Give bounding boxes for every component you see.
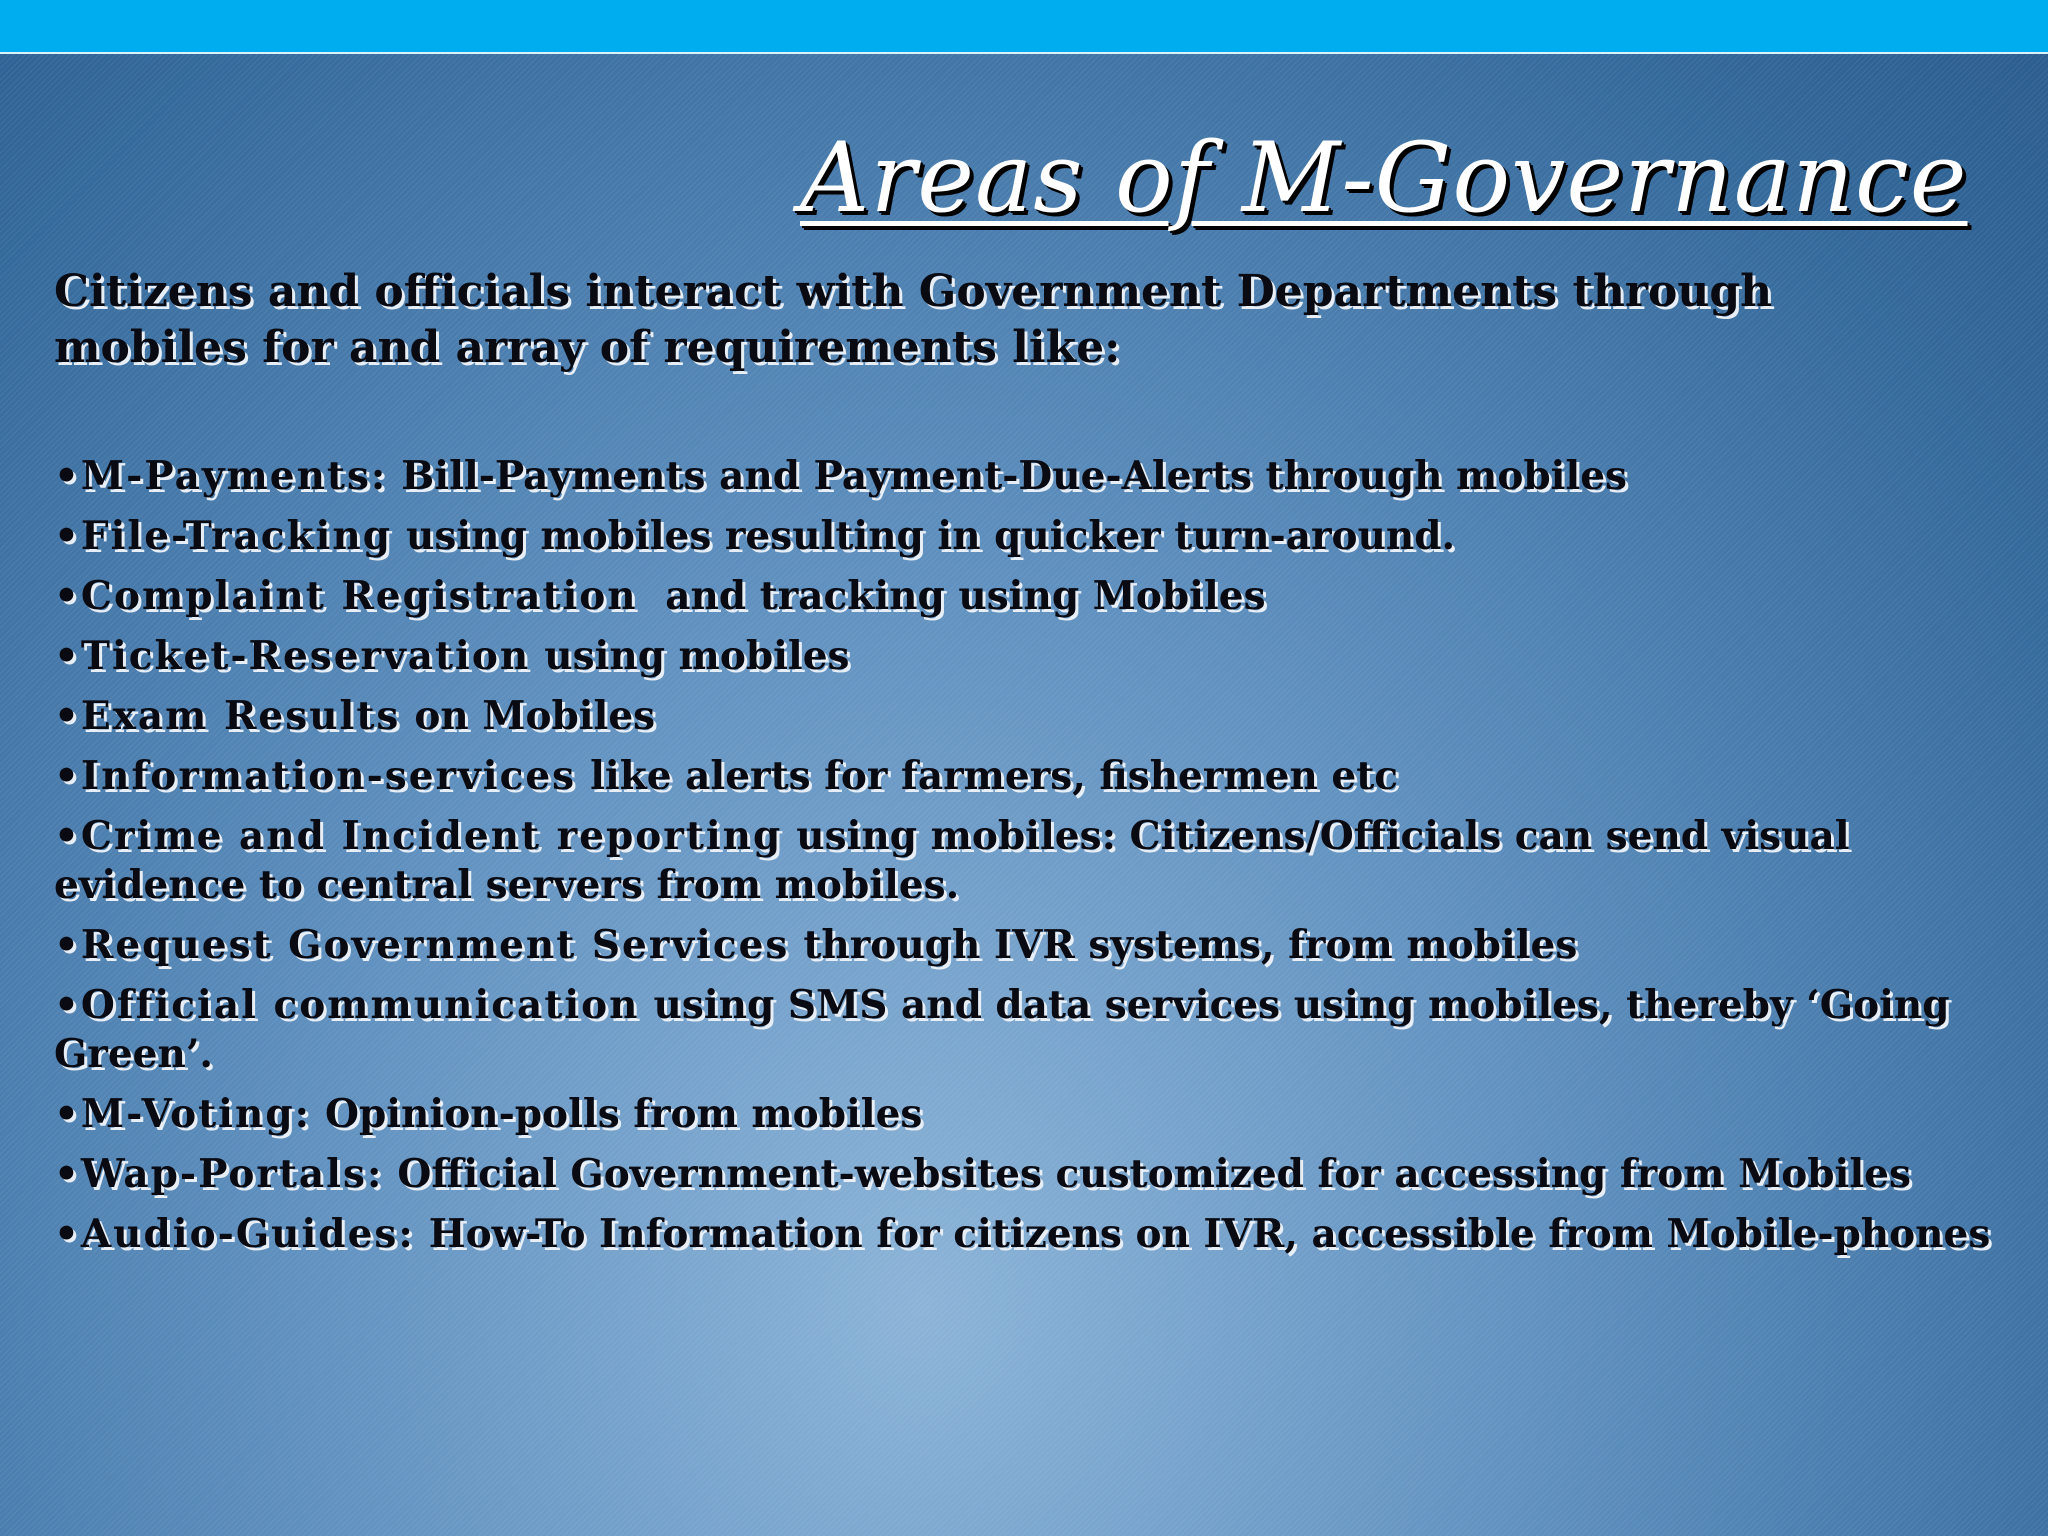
bullet-text: How-To Information for citizens on IVR, accessible from Mobile-phones	[428, 1211, 1991, 1257]
bullet-item	[54, 572, 2004, 621]
bullet-heading: •Official communication	[54, 982, 640, 1028]
bullet-item	[54, 512, 2004, 561]
bullet-text: using mobiles	[544, 633, 850, 679]
bullet-text: using mobiles: Citizens/Officials can send visual evidence to central servers from mobiles.	[54, 813, 1850, 908]
bullet-heading: •M-Voting:	[54, 1091, 311, 1137]
bullet-list	[54, 452, 2004, 1270]
slide-title: Areas of M-Governance	[800, 122, 1968, 234]
bullet-heading: •Ticket-Reservation	[54, 633, 531, 679]
bullet-item	[54, 921, 2004, 970]
top-band	[0, 0, 2048, 54]
bullet-text: Official Government-websites customized for accessing from Mobiles	[397, 1151, 1911, 1197]
bullet-item	[54, 452, 2004, 501]
bullet-item	[54, 1150, 2004, 1199]
bullet-text: through IVR systems, from mobiles	[803, 922, 1578, 968]
bullet-text: and tracking using Mobiles	[651, 573, 1266, 619]
bullet-heading: •Crime and Incident reporting	[54, 813, 783, 859]
bullet-heading: •Request Government Services	[54, 922, 790, 968]
bullet-heading: •Exam Results	[54, 693, 401, 739]
bullet-item	[54, 1210, 2004, 1259]
bullet-text: on Mobiles	[414, 693, 656, 739]
bullet-heading: •Audio-Guides:	[54, 1211, 415, 1257]
bullet-heading: •Complaint Registration	[54, 573, 638, 619]
bullet-item	[54, 632, 2004, 681]
bullet-text: using SMS and data services using mobiles, thereby ‘Going Green’.	[54, 982, 1950, 1077]
bullet-item	[54, 692, 2004, 741]
bullet-item	[54, 1090, 2004, 1139]
bullet-heading: •Information-services	[54, 753, 577, 799]
bullet-heading: •M-Payments:	[54, 453, 388, 499]
bullet-text: like alerts for farmers, fishermen etc	[590, 753, 1398, 799]
bullet-heading: •Wap-Portals:	[54, 1151, 384, 1197]
bullet-heading: •File-Tracking	[54, 513, 393, 559]
bullet-item	[54, 752, 2004, 801]
bullet-item	[54, 812, 2004, 910]
slide-intro: Citizens and officials interact with Government Departments through mobiles for and array of requirements like:	[54, 266, 1773, 373]
bullet-text: using mobiles resulting in quicker turn-around.	[406, 513, 1456, 559]
bullet-item	[54, 981, 2004, 1079]
bullet-text: Opinion-polls from mobiles	[325, 1091, 923, 1137]
bullet-text: Bill-Payments and Payment-Due-Alerts through mobiles	[401, 453, 1627, 499]
